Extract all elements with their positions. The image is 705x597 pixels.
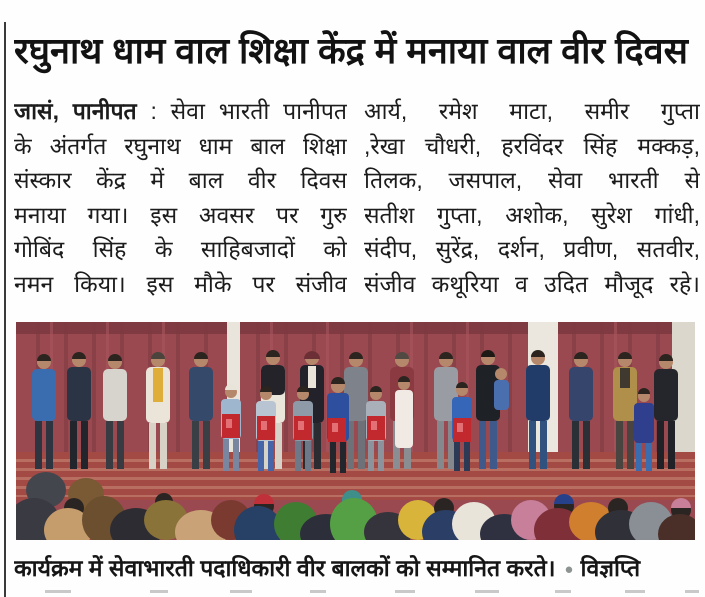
body-line: संजीव कथूरिया व उदित मौजूद रहे। bbox=[364, 270, 700, 297]
body-line bbox=[14, 94, 347, 129]
body-line: सतीश गुप्ता, अशोक, सुरेश गांधी, bbox=[364, 201, 700, 228]
cropped-text-remnant bbox=[230, 590, 252, 593]
body-line: गोबिंद सिंह के साहिबजादों को bbox=[14, 236, 347, 262]
body-line: ,रेखा चौधरी, हरविंदर सिंह मक्कड़, bbox=[364, 132, 700, 159]
cropped-text-remnant bbox=[45, 590, 71, 593]
body-line: मनाया गया। इस अवसर पर गुरु bbox=[14, 201, 347, 228]
cropped-text-remnant bbox=[685, 590, 699, 593]
cropped-text-remnant bbox=[625, 590, 645, 593]
cropped-text-remnant bbox=[395, 590, 415, 593]
cropped-text-remnant bbox=[555, 590, 571, 593]
news-photo-illustration bbox=[16, 322, 695, 540]
dateline: जासं, पानीपत bbox=[14, 98, 137, 124]
article-column-1 bbox=[14, 94, 347, 301]
body-line: आर्य, रमेश माटा, समीर गुप्ता bbox=[364, 98, 700, 124]
photo-credit: विज्ञप्ति bbox=[580, 555, 641, 581]
photo-caption-text: कार्यक्रम में सेवाभारती पदाधिकारी वीर बालकों को सम्मानित करते। bbox=[14, 555, 556, 581]
body-line: संस्कार केंद्र में बाल वीर दिवस bbox=[14, 167, 347, 193]
article-column-2 bbox=[364, 94, 700, 301]
bullet-icon: ● bbox=[564, 561, 574, 578]
news-photo bbox=[16, 322, 695, 540]
body-line: संदीप, सुरेंद्र, दर्शन, प्रवीण, सतवीर, bbox=[364, 236, 700, 262]
cropped-text-remnant bbox=[150, 590, 168, 593]
article-body bbox=[14, 94, 700, 301]
photo-caption bbox=[14, 549, 700, 587]
body-line: के अंतर्गत रघुनाथ धाम बाल शिक्षा bbox=[14, 132, 347, 159]
cropped-text-remnant bbox=[475, 590, 499, 593]
body-line-text: : सेवा भारती पानीपत bbox=[136, 98, 347, 124]
body-line: तिलक, जसपाल, सेवा भारती से bbox=[364, 167, 700, 193]
column-rule-left bbox=[4, 22, 6, 597]
body-line: नमन किया। इस मौके पर संजीव bbox=[14, 270, 347, 297]
cropped-text-remnant bbox=[310, 590, 326, 593]
article-headline: रघुनाथ धाम वाल शिक्षा केंद्र में मनाया वाल वीर दिवस bbox=[14, 30, 688, 71]
